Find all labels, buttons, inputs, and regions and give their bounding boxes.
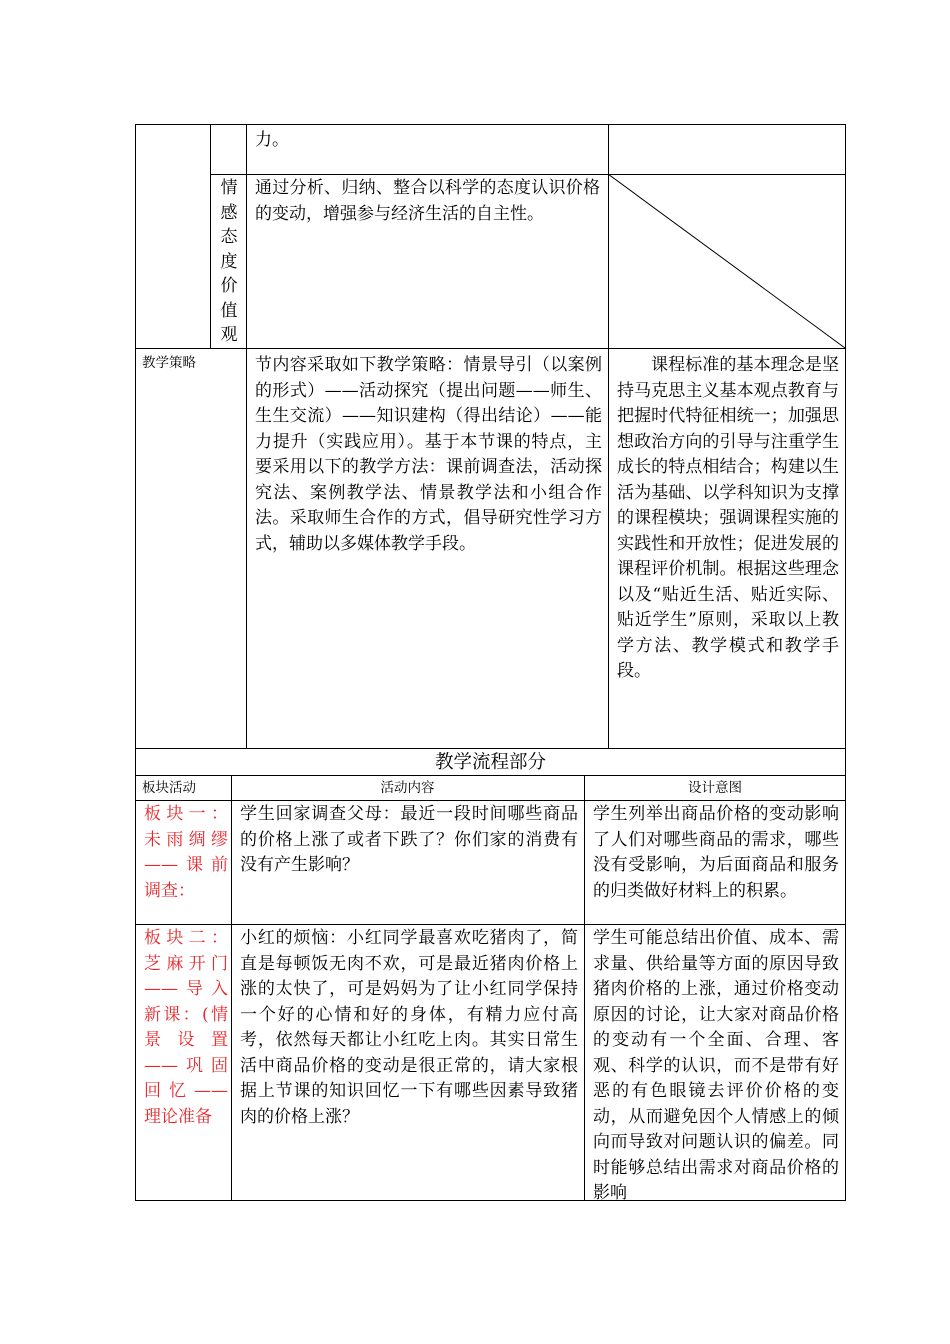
teaching-strategy-reason: 课程标准的基本理念是坚持马克思主义基本观点教育与把握时代特征相统一；加强思想政治方向的引导与注重学生成长的特点相结合；构建以生活为基础、以学科知识为支撑的课程模块；强调课程实施的实践性和开放性；促进发展的课程评价机制。根据这些理念以及“贴近生活、贴近实际、贴近学生”原则，采取以上教学方法、教学模式和教学手段。 xyxy=(617,355,839,681)
table-border xyxy=(135,124,136,1201)
header-design-intent: 设计意图 xyxy=(688,780,742,796)
header-activity-content: 活动内容 xyxy=(380,780,435,796)
header-block-activity: 板块活动 xyxy=(142,780,196,796)
teaching-strategy-label: 教学策略 xyxy=(142,355,196,371)
block-one-intent: 学生列举出商品价格的变动影响了人们对哪些商品的需求，哪些没有受影响，为后面商品和服务的归类做好材料上的积累。 xyxy=(593,804,839,901)
diagonal-slash xyxy=(608,174,846,349)
table-border xyxy=(135,775,846,776)
block-one-title: 板块一：未雨绸缪——课前调查： xyxy=(144,804,228,901)
table-border xyxy=(584,775,585,1200)
table-border xyxy=(135,924,846,925)
table-border xyxy=(135,748,846,749)
table-border xyxy=(210,124,211,348)
table-border xyxy=(135,124,846,125)
block-two-content: 小红的烦恼：小红同学最喜欢吃猪肉了，简直是每顿饭无肉不欢，可是最近猪肉价格上涨的太快了，可是妈妈为了让小红同学保持一个好的心情和好的身体，有精力应付高考，依然每天都让小红吃上肉。其实日常生活中商品价格的变动是很正常的，请大家根据上节课的知识回忆一下有哪些因素导致猪肉的价格上涨？ xyxy=(240,928,578,1127)
flow-section-title: 教学流程部分 xyxy=(434,752,546,773)
table-border xyxy=(231,775,232,1200)
table-border xyxy=(135,800,846,801)
block-two-title: 板块二：芝麻开门——导入新课：(情景设置——巩固回忆——理论准备 xyxy=(144,928,228,1127)
block-two-intent: 学生可能总结出价值、成本、需求量、供给量等方面的原因导致猪肉价格的上涨，通过价格变动原因的讨论，让大家对商品价格的变动有一个全面、合理、客观、科学的认识，而不是带有好恶的有色眼镜去评价价格的变动，从而避免因个人情感上的倾向而导致对问题认识的偏差。同时能够总结出需求对商品价格的影响 xyxy=(593,928,839,1203)
table-border xyxy=(246,124,247,748)
block-one-content: 学生回家调查父母：最近一段时间哪些商品的价格上涨了或者下跌了？你们家的消费有没有产生影响？ xyxy=(240,804,578,875)
emotion-attitude-label: 情感态度价值观 xyxy=(220,178,238,345)
emotion-attitude-content: 通过分析、归纳、整合以科学的态度认识价格的变动，增强参与经济生活的自主性。 xyxy=(255,178,600,224)
teaching-strategy-content: 节内容采取如下教学策略：情景导引（以案例的形式）——活动探究（提出问题——师生、生生交流）——知识建构（得出结论）——能力提升（实践应用）。基于本节课的特点，主要采用以下的教学方法：课前调查法，活动探究法、案例教学法、情景教学法和小组合作法。采取师生合作的方式，倡导研究性学习方式，辅助以多媒体教学手段。 xyxy=(255,355,602,554)
objective-tail-text: 力。 xyxy=(255,130,289,150)
